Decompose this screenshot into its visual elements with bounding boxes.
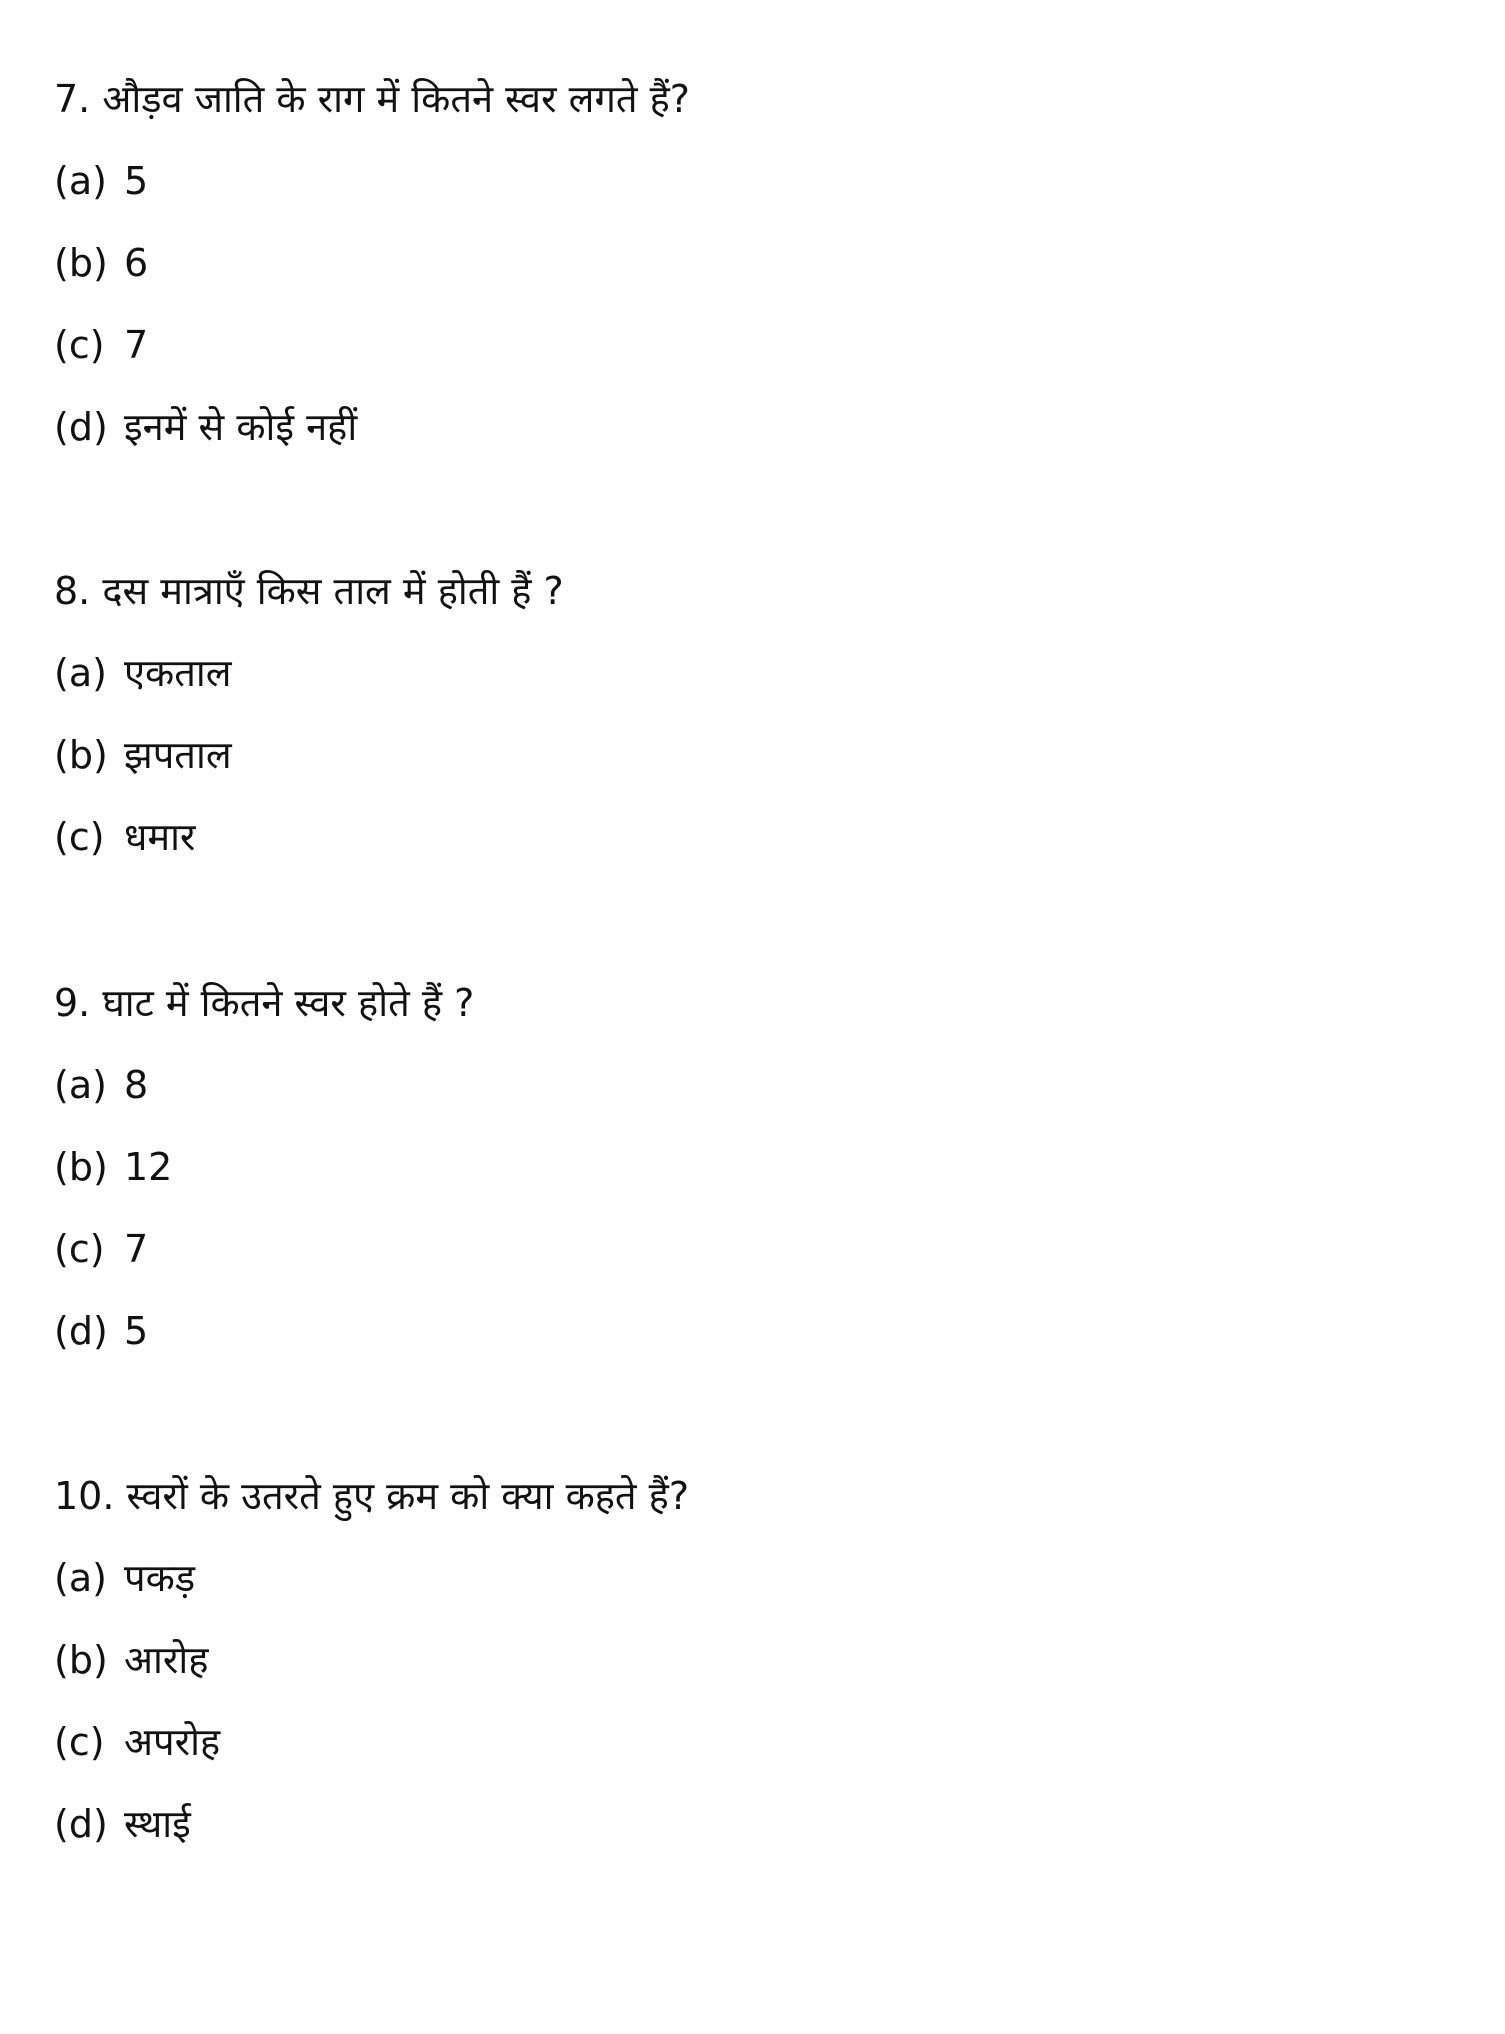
option-text: 5 bbox=[124, 159, 149, 203]
option-text: आरोह bbox=[124, 1638, 209, 1682]
option-a[interactable] bbox=[54, 1537, 689, 1619]
option-b[interactable] bbox=[54, 1619, 689, 1701]
question-7 bbox=[54, 58, 690, 468]
option-letter: (a) bbox=[54, 1556, 107, 1600]
option-c[interactable] bbox=[54, 796, 564, 878]
option-letter: (b) bbox=[54, 733, 108, 777]
option-text: अपरोह bbox=[124, 1720, 221, 1764]
option-text: स्थाई bbox=[124, 1802, 191, 1846]
option-b[interactable] bbox=[54, 222, 690, 304]
option-text: 8 bbox=[124, 1063, 149, 1107]
question-text: 7. औड़व जाति के राग में कितने स्वर लगते हैं? bbox=[54, 77, 690, 121]
option-text: 12 bbox=[124, 1145, 173, 1189]
question-text: 9. घाट में कितने स्वर होते हैं ? bbox=[54, 981, 475, 1025]
option-letter: (c) bbox=[54, 1720, 105, 1764]
option-c[interactable] bbox=[54, 1701, 689, 1783]
option-letter: (b) bbox=[54, 1638, 108, 1682]
option-text: धमार bbox=[124, 815, 196, 859]
question-8 bbox=[54, 550, 564, 878]
option-c[interactable] bbox=[54, 304, 690, 386]
question-9 bbox=[54, 962, 474, 1372]
option-letter: (d) bbox=[54, 1309, 108, 1353]
option-a[interactable] bbox=[54, 632, 564, 714]
option-text: 6 bbox=[124, 241, 149, 285]
option-letter: (a) bbox=[54, 1063, 107, 1107]
option-letter: (c) bbox=[54, 1227, 105, 1271]
option-a[interactable] bbox=[54, 140, 690, 222]
option-text: इनमें से कोई नहीं bbox=[124, 405, 358, 449]
option-letter: (d) bbox=[54, 405, 108, 449]
option-text: 5 bbox=[124, 1309, 149, 1353]
option-text: 7 bbox=[124, 1227, 149, 1271]
option-letter: (c) bbox=[54, 323, 105, 367]
option-letter: (b) bbox=[54, 241, 108, 285]
option-text: पकड़ bbox=[124, 1556, 196, 1600]
option-b[interactable] bbox=[54, 714, 564, 796]
option-text: एकताल bbox=[124, 651, 232, 695]
option-letter: (a) bbox=[54, 159, 107, 203]
option-c[interactable] bbox=[54, 1208, 474, 1290]
option-d[interactable] bbox=[54, 1783, 689, 1865]
question-text: 8. दस मात्राएँ किस ताल में होती हैं ? bbox=[54, 569, 564, 613]
option-letter: (a) bbox=[54, 651, 107, 695]
option-b[interactable] bbox=[54, 1126, 474, 1208]
option-d[interactable] bbox=[54, 386, 690, 468]
question-10 bbox=[54, 1455, 689, 1865]
option-text: झपताल bbox=[124, 733, 232, 777]
option-letter: (d) bbox=[54, 1802, 108, 1846]
option-text: 7 bbox=[124, 323, 149, 367]
option-letter: (b) bbox=[54, 1145, 108, 1189]
option-d[interactable] bbox=[54, 1290, 474, 1372]
option-a[interactable] bbox=[54, 1044, 474, 1126]
option-letter: (c) bbox=[54, 815, 105, 859]
question-text: 10. स्वरों के उतरते हुए क्रम को क्या कहते हैं? bbox=[54, 1474, 690, 1518]
